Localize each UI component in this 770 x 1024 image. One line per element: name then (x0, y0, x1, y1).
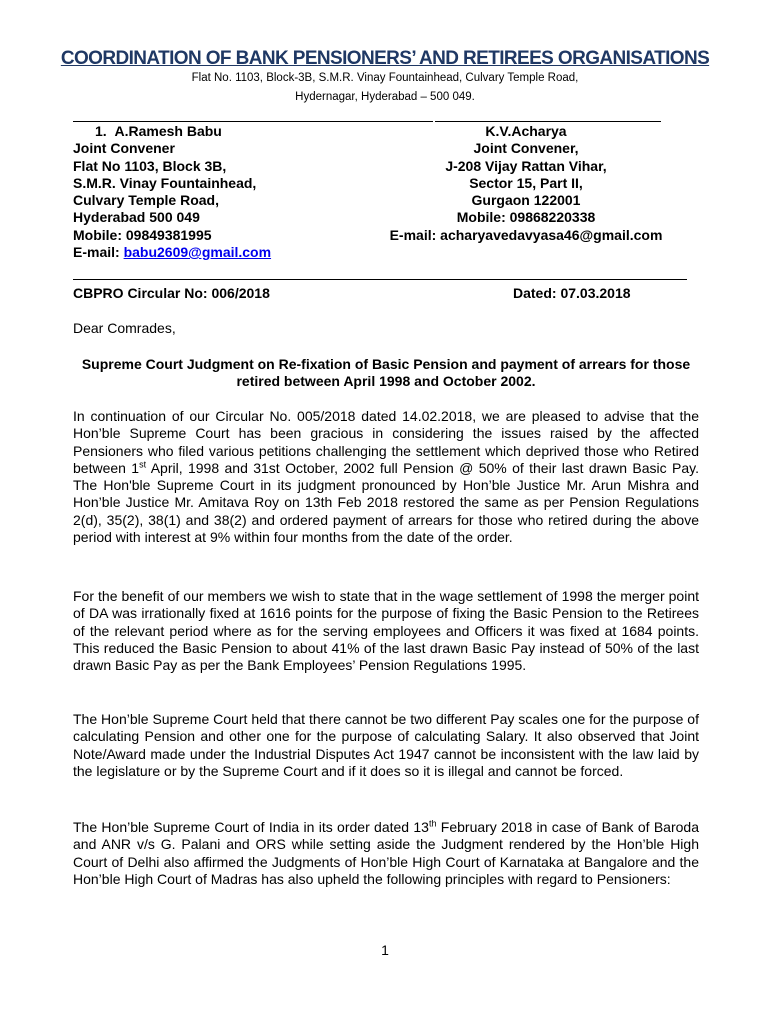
paragraph-1-text-b: April, 1998 and 31st October, 2002 full Pension @ 50% of their last drawn Basic Pay. The Hon'ble Supreme Court in its judgment pronounced by Hon’ble Justice Mr. Arun Mishra and Hon’ble Justice Mr. Amitava Roy on 13th Feb 2018 restored the same as per Pension Regulations 2(d), 35(2), 38(1) and 38(2) and ordered payment of arrears for those who retired during the above period with interest at 9% within four months from the date of the order. (73, 459, 699, 546)
right-contact-block (378, 123, 674, 244)
right-contact-address-3: Gurgaon 122001 (471, 192, 581, 209)
email-label: E-mail: (73, 244, 124, 261)
left-contact-role: Joint Convener (73, 140, 175, 157)
circular-date: Dated: 07.03.2018 (513, 285, 631, 301)
paragraph-1 (73, 408, 699, 546)
left-contact-address-4: Hyderabad 500 049 (73, 209, 200, 226)
left-contact-mobile: Mobile: 09849381995 (73, 226, 212, 243)
paragraph-1-superscript: st (139, 459, 147, 470)
header-divider-left (73, 121, 433, 122)
email-link[interactable]: babu2609@gmail.com (123, 244, 272, 261)
left-contact-address-2: S.M.R. Vinay Fountainhead, (73, 174, 257, 191)
header-divider-right (435, 121, 661, 122)
salutation: Dear Comrades, (73, 320, 176, 336)
contact-divider (73, 279, 687, 280)
left-contact-address-3: Culvary Temple Road, (73, 192, 220, 209)
left-contact-name: A.Ramesh Babu (114, 123, 222, 139)
circular-number: CBPRO Circular No: 006/2018 (73, 285, 270, 301)
right-contact-name: K.V.Acharya (485, 123, 567, 139)
paragraph-4 (73, 819, 699, 888)
left-contact-name-line (73, 123, 271, 140)
subject-heading: Supreme Court Judgment on Re-fixation of Basic Pension and payment of arrears for those retired between April 1998 and October 2002. (81, 356, 691, 390)
paragraph-3: The Hon’ble Supreme Court held that there cannot be two different Pay scales one for the purpose of calculating Pension and other one for the purpose of calculating Salary. It also observed that Joint Note/Award made under the Industrial Disputes Act 1947 cannot be inconsistent with the law laid by the legislature or by the Supreme Court and if it does so it is illegal and cannot be forced. (73, 711, 699, 779)
paragraph-1-text-a: In continuation of our Circular No. 005/2018 dated 14.02.2018, we are pleased to advise that the Hon’ble Supreme Court has been gracious in considering the issues raised by the affected Pensioners who filed various petitions challenging the settlement which deprived those who Retired between 1 (73, 408, 699, 476)
right-contact-mobile: Mobile: 09868220338 (456, 209, 596, 226)
paragraph-2: For the benefit of our members we wish to state that in the wage settlement of 1998 the merger point of DA was irrationally fixed at 1616 points for the purpose of fixing the Basic Pension to the Retirees of the relevant period where as for the serving employees and Officers it was fixed at 1684 points. This reduced the Basic Pension to about 41% of the last drawn Basic Pay instead of 50% of the last drawn Basic Pay as per the Bank Employees’ Pension Regulations 1995. (73, 588, 699, 674)
paragraph-4-text-b: February 2018 in case of Bank of Baroda and ANR v/s G. Palani and ORS while setting aside the Judgment rendered by the Hon’ble High Court of Delhi also affirmed the Judgments of Hon’ble High Court of Karnataka at Bangalore and the Hon’ble High Court of Madras has also upheld the following principles with regard to Pensioners: (73, 819, 699, 887)
address-line-1: Flat No. 1103, Block-3B, S.M.R. Vinay Fountainhead, Culvary Temple Road, (191, 72, 579, 84)
paragraph-4-superscript: th (428, 818, 437, 829)
address-line-2: Hydernagar, Hyderabad – 500 049. (295, 91, 475, 103)
right-contact-email: E-mail: acharyavedavyasa46@gmail.com (389, 226, 663, 243)
right-contact-address-1: J-208 Vijay Rattan Vihar, (445, 157, 607, 174)
list-number: 1. (95, 123, 107, 139)
paragraph-4-text-a: The Hon’ble Supreme Court of India in its order dated 13 (73, 819, 429, 835)
left-contact-email-line (73, 244, 271, 261)
page-number: 1 (381, 942, 389, 958)
organisation-title: COORDINATION OF BANK PENSIONERS’ AND RETIREES ORGANISATIONS (60, 48, 710, 69)
right-contact-address-2: Sector 15, Part II, (469, 174, 583, 191)
left-contact-block (73, 123, 271, 261)
left-contact-address-1: Flat No 1103, Block 3B, (73, 157, 227, 174)
right-contact-role: Joint Convener, (473, 140, 579, 157)
